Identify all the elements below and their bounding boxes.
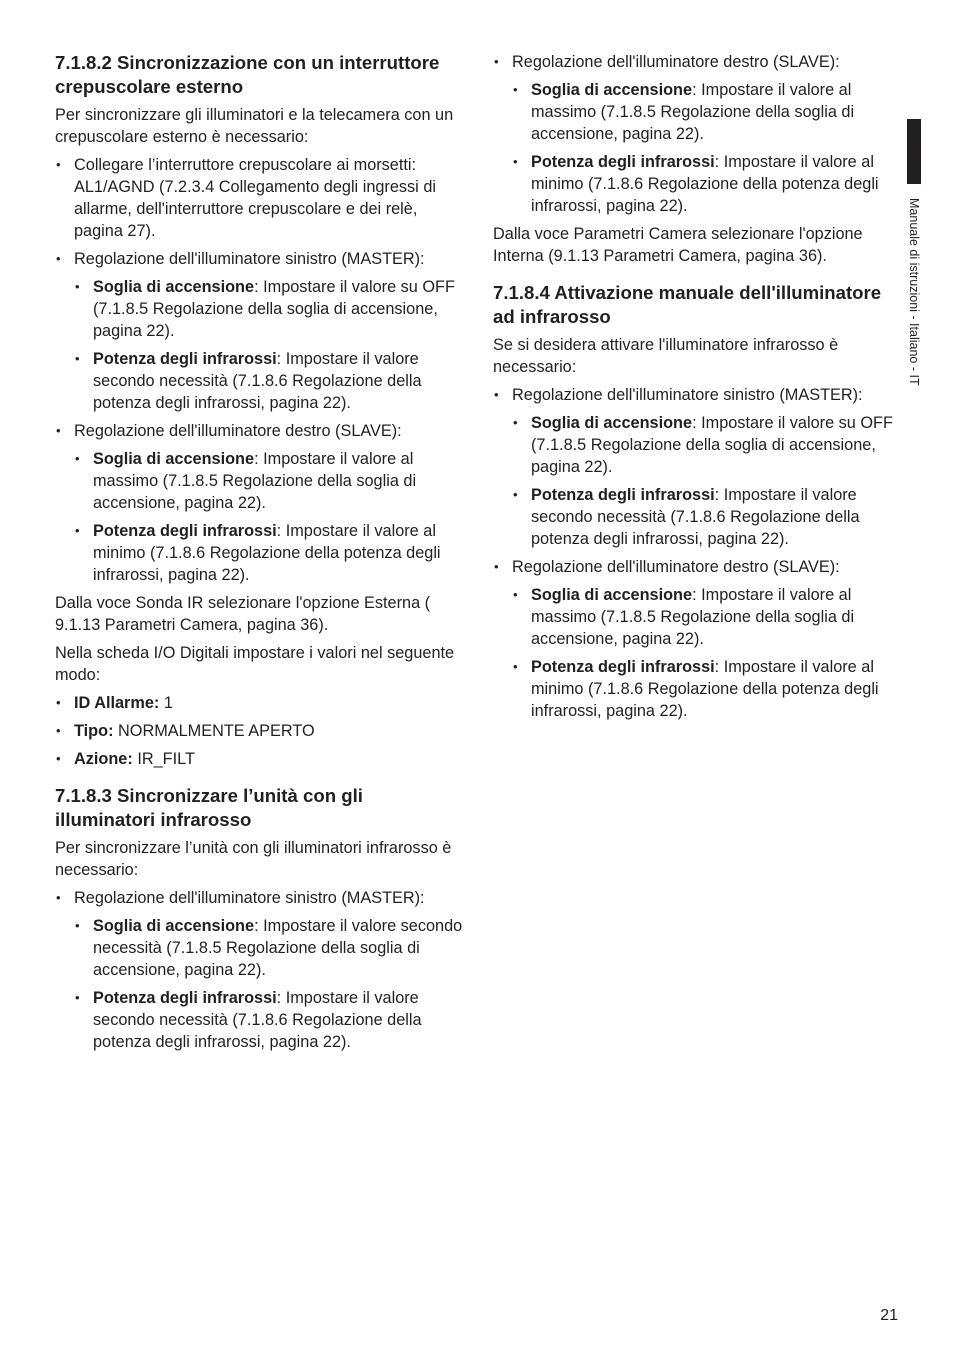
chapter-tab-marker	[907, 119, 921, 184]
master-label: Regolazione dell'illuminatore sinistro (MASTER):	[512, 386, 863, 404]
term: Soglia di accensione	[93, 450, 255, 468]
term: Soglia di accensione	[531, 414, 693, 432]
term-description: : Impostare il valore su OFF (7.1.8.5 Regolazione della soglia di accensione, pagina 22).	[93, 278, 455, 340]
section-heading-7-1-8-3: 7.1.8.3 Sincronizzare l’unità con gli illuminatori infrarosso	[55, 785, 363, 830]
sub-item	[512, 656, 901, 722]
sub-item	[512, 79, 901, 145]
instruction-list	[493, 384, 901, 722]
term-description: : Impostare il valore secondo necessità (7.1.8.5 Regolazione della soglia di accensione, pagina 22).	[93, 917, 463, 979]
term-description: : Impostare il valore su OFF (7.1.8.5 Regolazione della soglia di accensione, pagina 22).	[531, 414, 893, 476]
setting-value: IR_FILT	[132, 750, 195, 768]
slave-label: Regolazione dell'illuminatore destro (SLAVE):	[512, 53, 840, 71]
list-item-master	[493, 384, 901, 550]
master-label: Regolazione dell'illuminatore sinistro (MASTER):	[74, 250, 425, 268]
section-intro: Per sincronizzare gli illuminatori e la telecamera con un crepuscolare esterno è necessario:	[55, 106, 454, 146]
term-description: : Impostare il valore al massimo (7.1.8.5 Regolazione della soglia di accensione, pagina 22).	[93, 450, 417, 512]
term-description: : Impostare il valore al massimo (7.1.8.5 Regolazione della soglia di accensione, pagina 22).	[531, 586, 855, 648]
setting-item	[55, 692, 465, 714]
master-label: Regolazione dell'illuminatore sinistro (MASTER):	[74, 889, 425, 907]
sub-list	[74, 276, 465, 414]
section-heading-7-1-8-4: 7.1.8.4 Attivazione manuale dell'illuminatore ad infrarosso	[493, 282, 882, 327]
list-item-slave	[493, 51, 901, 217]
sub-item	[74, 915, 465, 981]
sub-item	[74, 348, 465, 414]
right-column	[493, 51, 901, 728]
sub-item	[74, 987, 465, 1053]
section-intro: Per sincronizzare l’unità con gli illuminatori infrarosso è necessario:	[55, 839, 452, 879]
paragraph-sonda-ir: Dalla voce Sonda IR selezionare l'opzione Esterna ( 9.1.13 Parametri Camera, pagina 36).	[55, 594, 431, 634]
list-item-slave	[55, 420, 465, 586]
sub-item	[512, 584, 901, 650]
setting-key: Azione:	[74, 750, 133, 768]
term: Soglia di accensione	[93, 278, 255, 296]
setting-key: Tipo:	[74, 722, 114, 740]
term: Potenza degli infrarossi	[531, 486, 715, 504]
term: Potenza degli infrarossi	[93, 522, 277, 540]
term-description: : Impostare il valore al minimo (7.1.8.6 Regolazione della potenza degli infrarossi, pagina 22).	[93, 522, 441, 584]
sub-list	[512, 584, 901, 722]
setting-key: ID Allarme:	[74, 694, 160, 712]
term-description: : Impostare il valore secondo necessità (7.1.8.6 Regolazione della potenza degli infrarossi, pagina 22).	[93, 350, 422, 412]
term-description: : Impostare il valore secondo necessità (7.1.8.6 Regolazione della potenza degli infrarossi, pagina 22).	[93, 989, 422, 1051]
term: Potenza degli infrarossi	[531, 658, 715, 676]
list-item-slave	[493, 556, 901, 722]
side-label: Manuale di istruzioni - Italiano - IT	[907, 198, 921, 386]
sub-item	[512, 412, 901, 478]
term-description: : Impostare il valore al massimo (7.1.8.5 Regolazione della soglia di accensione, pagina 22).	[531, 81, 855, 143]
setting-item	[55, 720, 465, 742]
instruction-list	[55, 154, 465, 586]
term: Potenza degli infrarossi	[93, 989, 277, 1007]
term-description: : Impostare il valore secondo necessità (7.1.8.6 Regolazione della potenza degli infrarossi, pagina 22).	[531, 486, 860, 548]
instruction-list	[55, 887, 465, 1053]
section-intro: Se si desidera attivare l'illuminatore infrarosso è necessario:	[493, 336, 839, 376]
list-item-master	[55, 887, 465, 1053]
section-heading-7-1-8-2: 7.1.8.2 Sincronizzazione con un interruttore crepuscolare esterno	[55, 52, 440, 97]
settings-list	[55, 692, 465, 770]
sub-item	[512, 151, 901, 217]
paragraph-parametri-camera: Dalla voce Parametri Camera selezionare l'opzione Interna (9.1.13 Parametri Camera, pagina 36).	[493, 225, 863, 265]
term: Soglia di accensione	[93, 917, 255, 935]
sub-item	[74, 276, 465, 342]
sub-list	[74, 448, 465, 586]
sub-list	[512, 79, 901, 217]
sub-item	[74, 448, 465, 514]
slave-label: Regolazione dell'illuminatore destro (SLAVE):	[512, 558, 840, 576]
setting-value: 1	[159, 694, 173, 712]
list-item-master	[55, 248, 465, 414]
term: Potenza degli infrarossi	[531, 153, 715, 171]
sub-list	[74, 915, 465, 1053]
list-item: • Collegare l’interruttore crepuscolare ai morsetti: AL1/AGND (7.2.3.4 Collegamento degli ingressi di allarme, dell'interruttore crepuscolare e dei relè, pagina 27).	[55, 154, 465, 242]
paragraph-io-digitali: Nella scheda I/O Digitali impostare i valori nel seguente modo:	[55, 644, 455, 684]
setting-item	[55, 748, 465, 770]
term-description: : Impostare il valore al minimo (7.1.8.6 Regolazione della potenza degli infrarossi, pagina 22).	[531, 153, 879, 215]
left-column	[55, 51, 465, 1059]
sub-list	[512, 412, 901, 550]
term: Soglia di accensione	[531, 586, 693, 604]
sub-item	[512, 484, 901, 550]
sub-item	[74, 520, 465, 586]
instruction-list-continued	[493, 51, 901, 217]
term-description: : Impostare il valore al minimo (7.1.8.6 Regolazione della potenza degli infrarossi, pagina 22).	[531, 658, 879, 720]
slave-label: Regolazione dell'illuminatore destro (SLAVE):	[74, 422, 402, 440]
setting-value: NORMALMENTE APERTO	[113, 722, 315, 740]
term: Soglia di accensione	[531, 81, 693, 99]
page-number: 21	[880, 1307, 898, 1324]
term: Potenza degli infrarossi	[93, 350, 277, 368]
